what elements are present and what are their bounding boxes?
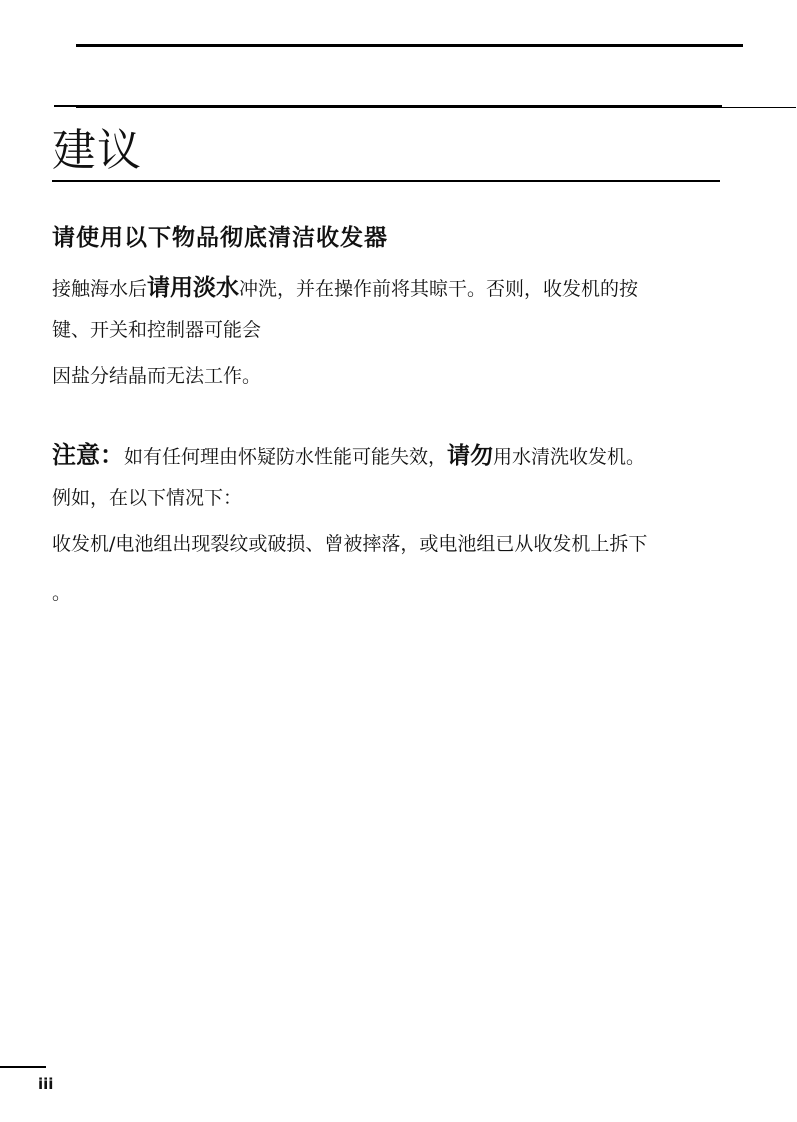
cleaning-paragraph-line-1 bbox=[52, 275, 638, 302]
section-heading: 请使用以下物品彻底清洁收发器 bbox=[52, 225, 388, 251]
note-paragraph-line-1 bbox=[52, 439, 645, 473]
note-label: 注意： bbox=[52, 441, 124, 469]
footer-rule bbox=[0, 1066, 46, 1068]
note-paragraph-line-4: 。 bbox=[52, 582, 72, 604]
note-emphasis-do-not: 请勿 bbox=[447, 443, 494, 469]
page-title: 建议 bbox=[52, 125, 142, 176]
header-rule-double-b bbox=[76, 107, 796, 108]
header-rule-top bbox=[76, 44, 743, 47]
title-underline bbox=[52, 180, 720, 182]
note-paragraph-line-3: 收发机/电池组出现裂纹或破损、曾被摔落，或电池组已从收发机上拆下 bbox=[52, 533, 648, 555]
note-paragraph-line-2: 例如，在以下情况下： bbox=[52, 487, 243, 509]
cleaning-paragraph-line-3: 因盐分结晶而无法工作。 bbox=[52, 365, 262, 387]
page-number: iii bbox=[38, 1075, 54, 1093]
note-text-after: 用水清洗收发机。 bbox=[493, 446, 646, 468]
cleaning-emphasis-use: 请用 bbox=[147, 275, 194, 301]
note-text-before: 如有任何理由怀疑防水性能可能失效， bbox=[124, 446, 448, 468]
cleaning-paragraph-line-2: 键、开关和控制器可能会 bbox=[52, 319, 262, 341]
cleaning-text-after: 冲洗，并在操作前将其晾干。否则，收发机的按 bbox=[239, 278, 639, 300]
cleaning-text-before: 接触海水后 bbox=[52, 278, 148, 300]
cleaning-emphasis-freshwater: 淡水 bbox=[193, 275, 240, 301]
